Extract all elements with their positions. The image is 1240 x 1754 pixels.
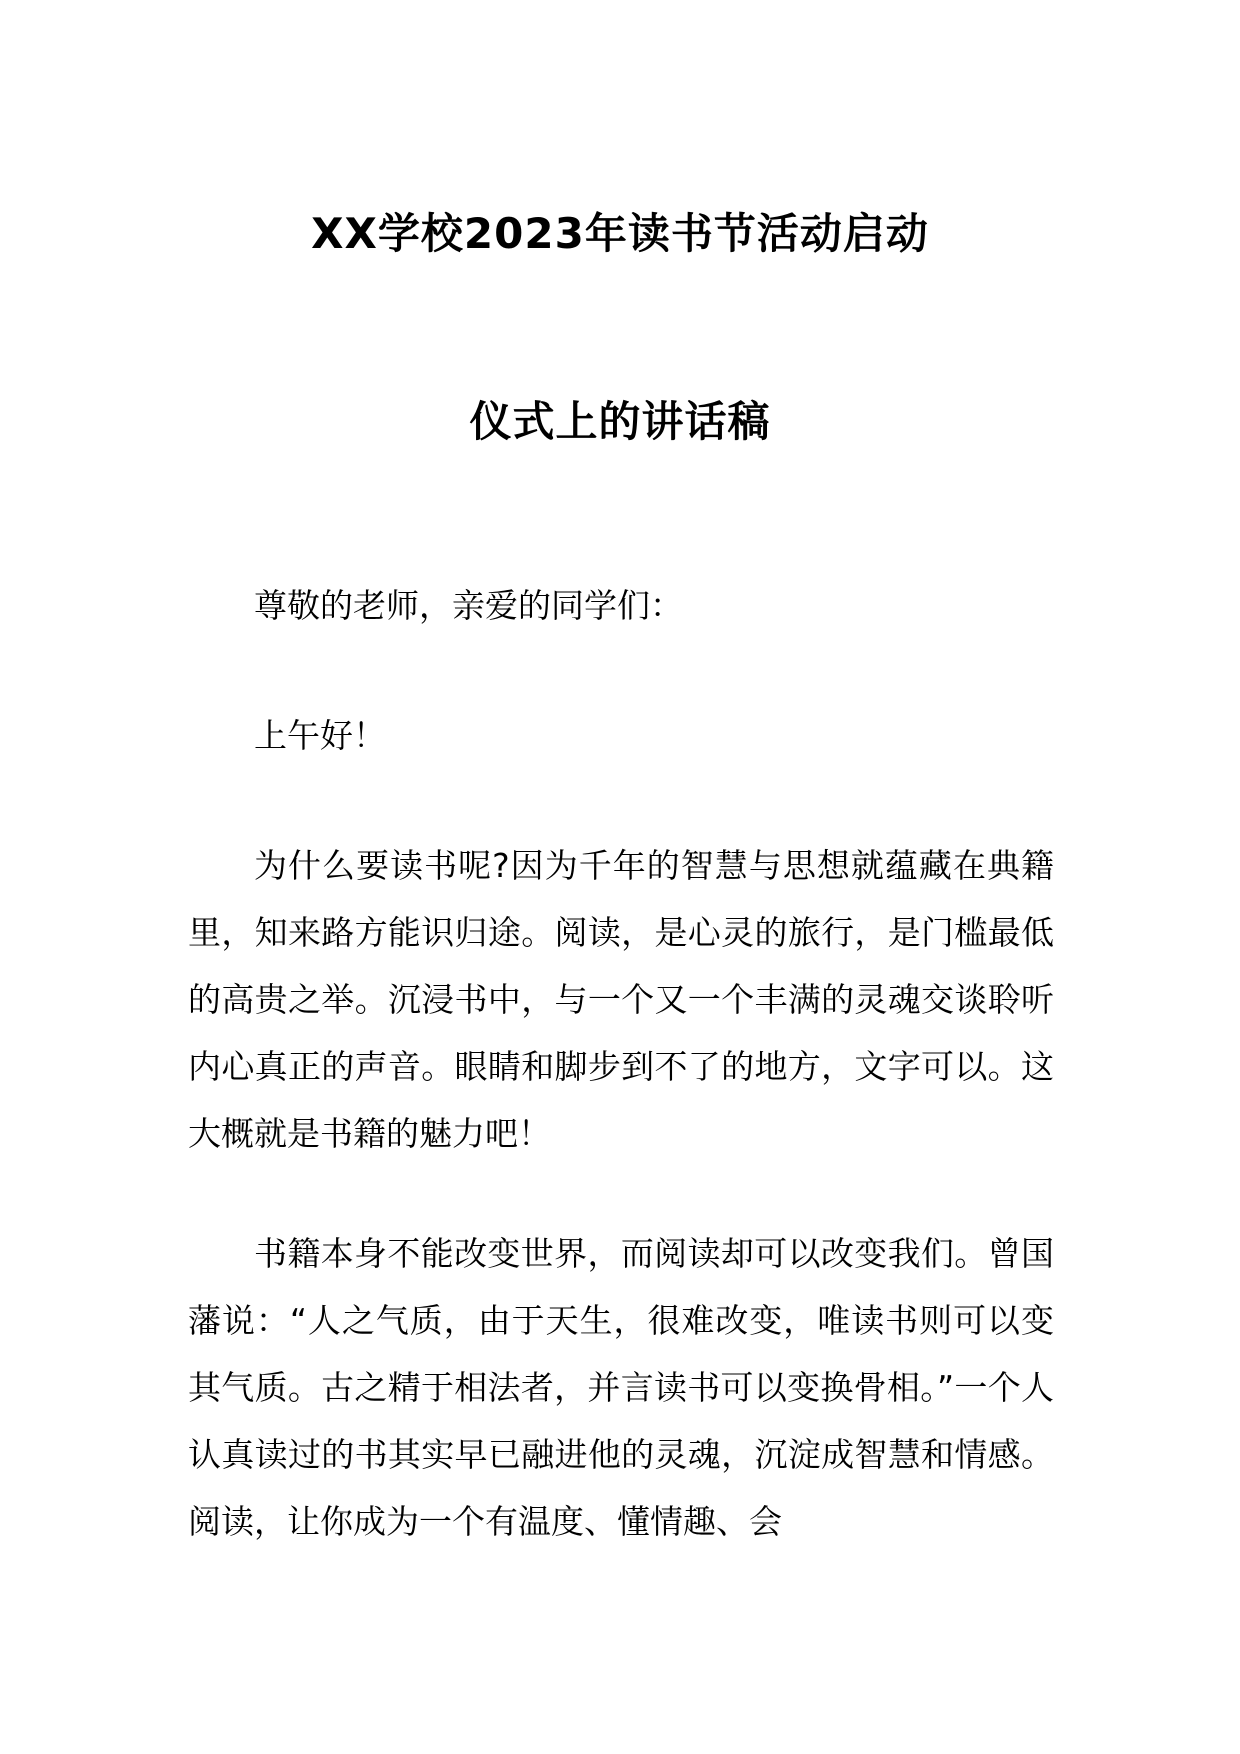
salutation-paragraph: 尊敬的老师，亲爱的同学们： <box>254 586 683 625</box>
document-title-line-1: XX学校2023年读书节活动启动 <box>311 209 929 258</box>
greeting-paragraph: 上午好！ <box>254 716 386 755</box>
document-title-line-2: 仪式上的讲话稿 <box>469 397 771 446</box>
body-paragraph-2: 书籍本身不能改变世界，而阅读却可以改变我们。曾国藩说：“人之气质，由于天生，很难改变，唯读书则可以变其气质。古之精于相法者，并言读书可以变换骨相。”一个人认真读过的书其实早已融进他的灵魂，沉淀成智慧和情感。阅读，让你成为一个有温度、懂情趣、会 <box>188 1234 1054 1541</box>
body-paragraph-1: 为什么要读书呢?因为千年的智慧与思想就蕴藏在典籍里，知来路方能识归途。阅读，是心灵的旅行，是门槛最低的高贵之举。沉浸书中，与一个又一个丰满的灵魂交谈聆听内心真正的声音。眼睛和脚步到不了的地方，文字可以。这大概就是书籍的魅力吧！ <box>188 846 1054 1153</box>
